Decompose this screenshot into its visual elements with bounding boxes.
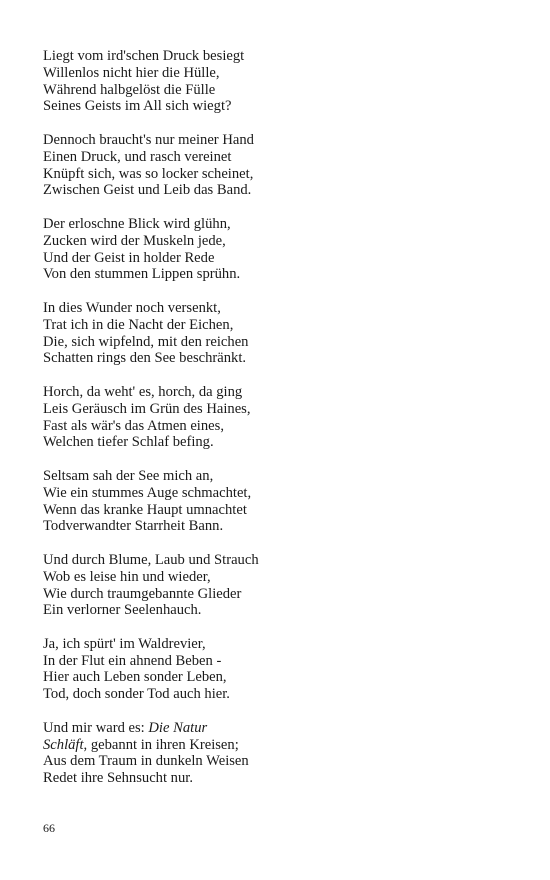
- stanza-4: [43, 300, 523, 367]
- verse-line: Hier auch Leben sonder Leben,: [43, 669, 227, 686]
- verse-line: Wie durch traumgebannte Glieder: [43, 585, 242, 602]
- verse-line: Tod, doch sonder Tod auch hier.: [43, 686, 230, 703]
- verse-line: Liegt vom ird'schen Druck besiegt: [43, 48, 245, 64]
- verse-plain-text: Und mir ward es:: [43, 719, 149, 736]
- verse-line: Und der Geist in holder Rede: [43, 249, 215, 266]
- verse-line: Seltsam sah der See mich an,: [43, 467, 214, 484]
- verse-line: Einen Druck, und rasch vereinet: [43, 148, 232, 165]
- verse-line: Trat ich in die Nacht der Eichen,: [43, 316, 234, 333]
- verse-line: Welchen tiefer Schlaf befing.: [43, 434, 214, 451]
- verse-line: Wie ein stummes Auge schmachtet,: [43, 484, 252, 501]
- verse-line: Zucken wird der Muskeln jede,: [43, 232, 226, 249]
- verse-line: Horch, da weht' es, horch, da ging: [43, 383, 243, 400]
- verse-line: Der erloschne Blick wird glühn,: [43, 215, 231, 232]
- verse-line: Ja, ich spürt' im Waldrevier,: [43, 635, 206, 652]
- verse-line: Ein verlorner Seelenhauch.: [43, 602, 202, 619]
- verse-line: Die, sich wipfelnd, mit den reichen: [43, 333, 249, 350]
- verse-line: Knüpft sich, was so locker scheinet,: [43, 165, 254, 182]
- stanza-6: [43, 468, 523, 535]
- stanza-1: [43, 48, 523, 115]
- stanza-7: [43, 552, 523, 619]
- stanza-2: [43, 132, 523, 199]
- poem-text: [43, 48, 523, 804]
- verse-line: Zwischen Geist und Leib das Band.: [43, 182, 252, 199]
- verse-line: Wob es leise hin und wieder,: [43, 568, 211, 585]
- verse-line: Seines Geists im All sich wiegt?: [43, 98, 232, 115]
- verse-line: Und durch Blume, Laub und Strauch: [43, 551, 259, 568]
- verse-line: Todverwandter Starrheit Bann.: [43, 518, 224, 535]
- verse-italic-text: Schläft: [43, 736, 84, 753]
- verse-line: In der Flut ein ahnend Beben -: [43, 652, 222, 669]
- verse-line: Von den stummen Lippen sprühn.: [43, 266, 241, 283]
- verse-line: In dies Wunder noch versenkt,: [43, 299, 221, 316]
- stanza-9: [43, 720, 523, 787]
- verse-line: Dennoch braucht's nur meiner Hand: [43, 131, 254, 148]
- verse-plain-text: , gebannt in ihren Kreisen;: [83, 736, 239, 753]
- stanza-8: [43, 636, 523, 703]
- verse-line: Aus dem Traum in dunkeln Weisen: [43, 753, 249, 770]
- verse-line: Redet ihre Sehnsucht nur.: [43, 770, 193, 787]
- verse-line: Schatten rings den See beschränkt.: [43, 350, 247, 367]
- stanza-3: [43, 216, 523, 283]
- page-number: 66: [43, 821, 55, 835]
- verse-line: Willenlos nicht hier die Hülle,: [43, 64, 220, 81]
- verse-line: Wenn das kranke Haupt umnachtet: [43, 501, 247, 518]
- verse-line: [43, 720, 523, 737]
- verse-line: [43, 737, 523, 754]
- verse-line: Während halbgelöst die Fülle: [43, 81, 216, 98]
- verse-line: Leis Geräusch im Grün des Haines,: [43, 400, 251, 417]
- verse-italic-text: Die Natur: [148, 719, 208, 736]
- stanza-5: [43, 384, 523, 451]
- verse-line: Fast als wär's das Atmen eines,: [43, 417, 224, 434]
